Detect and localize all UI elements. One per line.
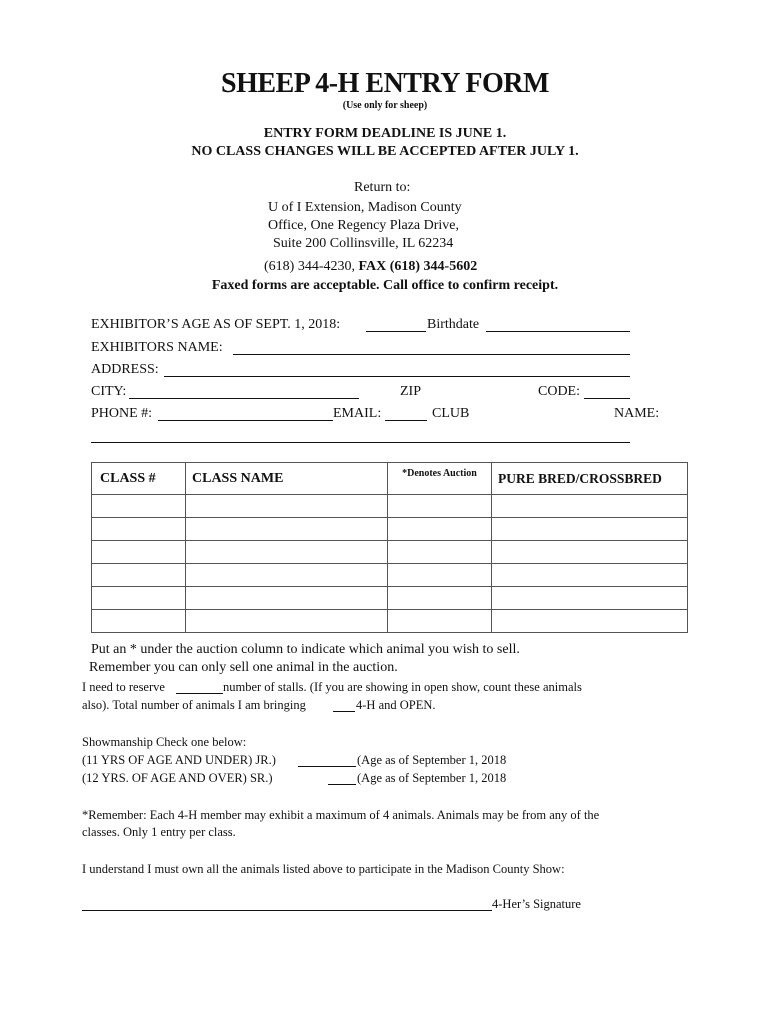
showmanship-sr-field[interactable] [328, 784, 356, 785]
faxed-note: Faxed forms are acceptable. Call office to confirm receipt. [211, 278, 559, 293]
class-number-cell[interactable] [92, 587, 186, 610]
club-label: CLUB [432, 406, 470, 421]
auction-cell[interactable] [388, 564, 492, 587]
auction-cell[interactable] [388, 587, 492, 610]
stalls-text-b: number of stalls. (If you are showing in open show, count these animals [223, 680, 582, 694]
showmanship-heading: Showmanship Check one below: [82, 735, 247, 749]
column-header-auction: *Denotes Auction [388, 463, 492, 495]
table-row [92, 495, 688, 518]
address-field[interactable] [164, 376, 630, 377]
stalls-text-c: also). Total number of animals I am bringing [82, 698, 306, 712]
class-change-notice: NO CLASS CHANGES WILL BE ACCEPTED AFTER JULY 1. [191, 144, 579, 159]
zip-label: ZIP [400, 384, 421, 399]
table-row [92, 564, 688, 587]
exhibitor-name-field[interactable] [233, 354, 630, 355]
showmanship-sr-note: (Age as of September 1, 2018 [357, 771, 507, 785]
zip-code-field[interactable] [584, 398, 630, 399]
breed-cell[interactable] [492, 587, 688, 610]
city-field[interactable] [129, 398, 359, 399]
class-name-cell[interactable] [186, 587, 388, 610]
signature-field[interactable] [82, 910, 492, 911]
return-address-line1: U of I Extension, Madison County [268, 200, 462, 215]
showmanship-jr-field[interactable] [298, 766, 356, 767]
auction-instruction: Put an * under the auction column to indicate which animal you wish to sell. [91, 642, 520, 657]
class-number-cell[interactable] [92, 541, 186, 564]
auction-cell[interactable] [388, 495, 492, 518]
auction-cell[interactable] [388, 610, 492, 633]
office-contact [264, 259, 477, 275]
class-name-cell[interactable] [186, 610, 388, 633]
signature-label: 4-Her’s Signature [492, 897, 581, 911]
remember-line2: classes. Only 1 entry per class. [82, 825, 236, 839]
form-title: SHEEP 4-H ENTRY FORM [221, 68, 549, 99]
class-number-cell[interactable] [92, 610, 186, 633]
exhibitor-age-label: EXHIBITOR’S AGE AS OF SEPT. 1, 2018: [91, 317, 341, 332]
column-header-class-number: CLASS # [92, 463, 186, 495]
class-name-cell[interactable] [186, 564, 388, 587]
breed-cell[interactable] [492, 518, 688, 541]
club-name-label: NAME: [614, 406, 660, 421]
table-header-row [92, 463, 688, 495]
animals-count-field[interactable] [333, 711, 355, 712]
breed-cell[interactable] [492, 564, 688, 587]
breed-cell[interactable] [492, 495, 688, 518]
breed-cell[interactable] [492, 610, 688, 633]
code-label: CODE: [538, 384, 580, 399]
stalls-count-field[interactable] [176, 693, 223, 694]
age-field[interactable] [366, 331, 426, 332]
table-row [92, 541, 688, 564]
office-fax: FAX (618) 344-5602 [358, 259, 478, 274]
city-label: CITY: [91, 384, 127, 399]
column-header-breed: PURE BRED/CROSSBRED [492, 463, 688, 495]
birthdate-field[interactable] [486, 331, 630, 332]
address-label: ADDRESS: [91, 362, 159, 377]
class-number-cell[interactable] [92, 495, 186, 518]
class-entry-table [91, 462, 688, 633]
form-subtitle: (Use only for sheep) [342, 100, 428, 111]
table-row [92, 610, 688, 633]
deadline-notice: ENTRY FORM DEADLINE IS JUNE 1. [263, 126, 507, 141]
showmanship-sr-label: (12 YRS. OF AGE AND OVER) SR.) [82, 771, 273, 785]
stalls-text-a: I need to reserve [82, 680, 165, 694]
class-name-cell[interactable] [186, 541, 388, 564]
table-row [92, 518, 688, 541]
stalls-text-d: 4-H and OPEN. [356, 698, 436, 712]
showmanship-jr-note: (Age as of September 1, 2018 [357, 753, 507, 767]
return-address-line3: Suite 200 Collinsville, IL 62234 [273, 236, 454, 251]
return-to-label: Return to: [354, 180, 411, 195]
exhibitor-name-label: EXHIBITORS NAME: [91, 340, 223, 355]
auction-cell[interactable] [388, 541, 492, 564]
return-address-line2: Office, One Regency Plaza Drive, [268, 218, 459, 233]
phone-field[interactable] [158, 420, 333, 421]
showmanship-jr-label: (11 YRS OF AGE AND UNDER) JR.) [82, 753, 276, 767]
phone-label: PHONE #: [91, 406, 153, 421]
office-phone: (618) 344-4230, [264, 259, 355, 274]
ownership-statement: I understand I must own all the animals listed above to participate in the Madison County Show: [82, 862, 565, 876]
club-name-field[interactable] [91, 442, 630, 443]
remember-line1: *Remember: Each 4-H member may exhibit a maximum of 4 animals. Animals may be from any of the [82, 808, 600, 822]
auction-cell[interactable] [388, 518, 492, 541]
class-name-cell[interactable] [186, 495, 388, 518]
email-label: EMAIL: [333, 406, 382, 421]
column-header-class-name: CLASS NAME [186, 463, 388, 495]
class-number-cell[interactable] [92, 564, 186, 587]
class-number-cell[interactable] [92, 518, 186, 541]
birthdate-label: Birthdate [427, 317, 480, 332]
breed-cell[interactable] [492, 541, 688, 564]
email-field[interactable] [385, 420, 427, 421]
auction-reminder: Remember you can only sell one animal in the auction. [89, 660, 398, 675]
class-name-cell[interactable] [186, 518, 388, 541]
table-row [92, 587, 688, 610]
